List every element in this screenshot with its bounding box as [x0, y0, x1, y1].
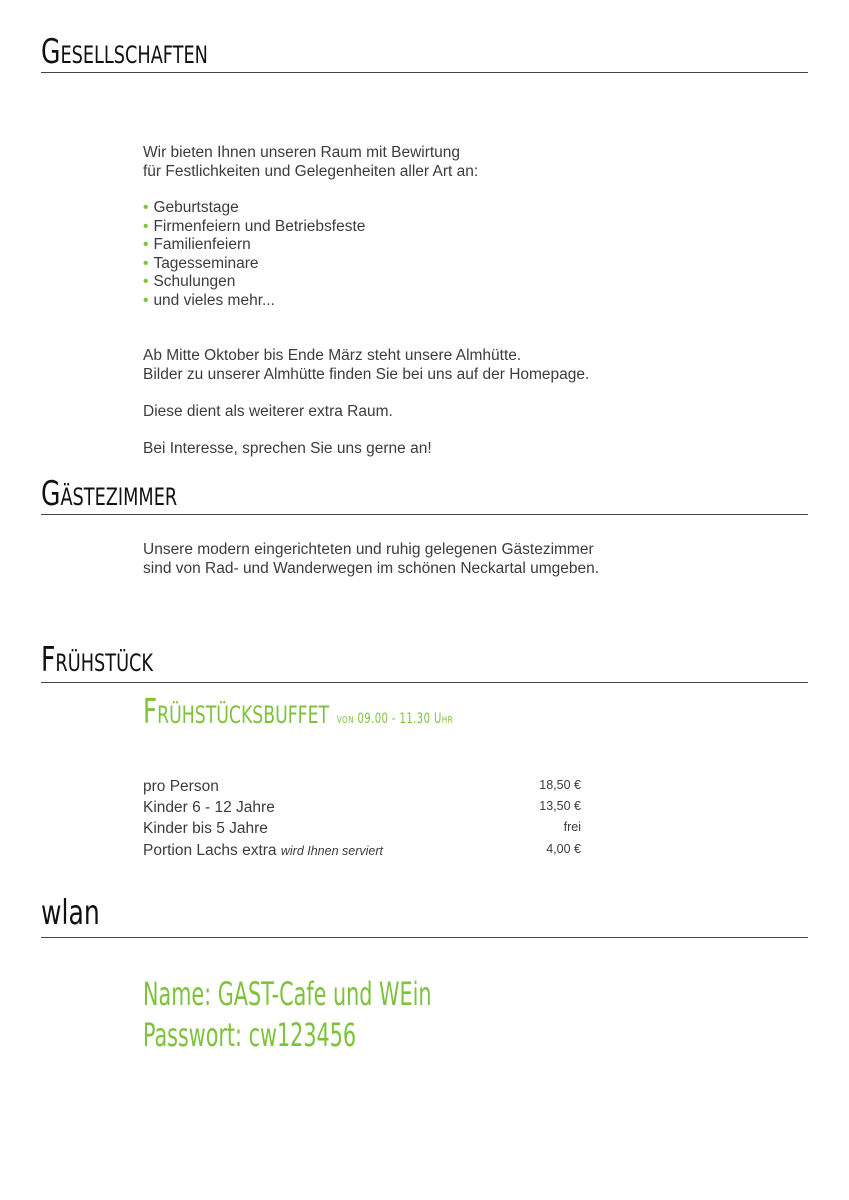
- section-title-wlan: wlan: [41, 893, 100, 933]
- section-title-fruehstueck: Frühstück: [41, 640, 154, 680]
- list-item: • Schulungen: [143, 273, 365, 292]
- section-divider: [41, 682, 808, 683]
- section-divider: [41, 514, 808, 515]
- gaestezimmer-line: sind von Rad- und Wanderwegen im schönen Neckartal umgeben.: [143, 559, 600, 577]
- price-value: 13,50 €: [539, 799, 581, 813]
- table-row: [143, 778, 581, 796]
- gaestezimmer-text: [143, 541, 599, 578]
- intro-line: Wir bieten Ihnen unseren Raum mit Bewirtung: [143, 144, 461, 161]
- table-row: [143, 842, 581, 860]
- price-label: Kinder bis 5 Jahre: [143, 820, 268, 837]
- buffet-name: Frühstücksbuffet: [143, 692, 330, 732]
- list-item: • und vieles mehr...: [143, 292, 365, 311]
- price-label: Kinder 6 - 12 Jahre: [143, 799, 275, 816]
- section-title-gaestezimmer: Gästezimmer: [41, 474, 178, 514]
- list-item: • Tagesseminare: [143, 255, 365, 274]
- price-label-group: [143, 842, 383, 860]
- list-item: • Firmenfeiern und Betriebsfeste: [143, 218, 365, 237]
- price-label: pro Person: [143, 778, 219, 795]
- table-row: [143, 799, 581, 817]
- list-item: • Geburtstage: [143, 199, 365, 218]
- section-title-gesellschaften: Gesellschaften: [41, 32, 208, 72]
- price-value: 4,00 €: [546, 842, 581, 856]
- extra-room-text: Diese dient als weiterer extra Raum.: [143, 403, 393, 420]
- interest-text: Bei Interesse, sprechen Sie uns gerne an!: [143, 440, 432, 457]
- price-label: Portion Lachs extra: [143, 842, 277, 859]
- price-value: frei: [563, 820, 581, 834]
- section-divider: [41, 937, 808, 938]
- intro-text: [143, 144, 478, 181]
- almhuette-line: Bilder zu unserer Almhütte finden Sie bei uns auf der Homepage.: [143, 365, 590, 383]
- wlan-name: Name: GAST-Cafe und WEin: [143, 975, 432, 1013]
- table-row: [143, 820, 581, 838]
- almhuette-line: Ab Mitte Oktober bis Ende März steht unsere Almhütte.: [143, 347, 522, 364]
- list-item: • Familienfeiern: [143, 236, 365, 255]
- price-value: 18,50 €: [539, 778, 581, 792]
- intro-line: für Festlichkeiten und Gelegenheiten aller Art an:: [143, 162, 479, 180]
- price-note: wird Ihnen serviert: [280, 844, 383, 858]
- buffet-time: von 09.00 - 11.30 Uhr: [336, 711, 453, 727]
- gaestezimmer-line: Unsere modern eingerichteten und ruhig gelegenen Gästezimmer: [143, 541, 594, 558]
- wlan-password: Passwort: cw123456: [143, 1016, 357, 1054]
- occasion-list: [143, 199, 365, 310]
- buffet-title: [143, 692, 453, 732]
- section-divider: [41, 72, 808, 73]
- almhuette-text: [143, 347, 589, 384]
